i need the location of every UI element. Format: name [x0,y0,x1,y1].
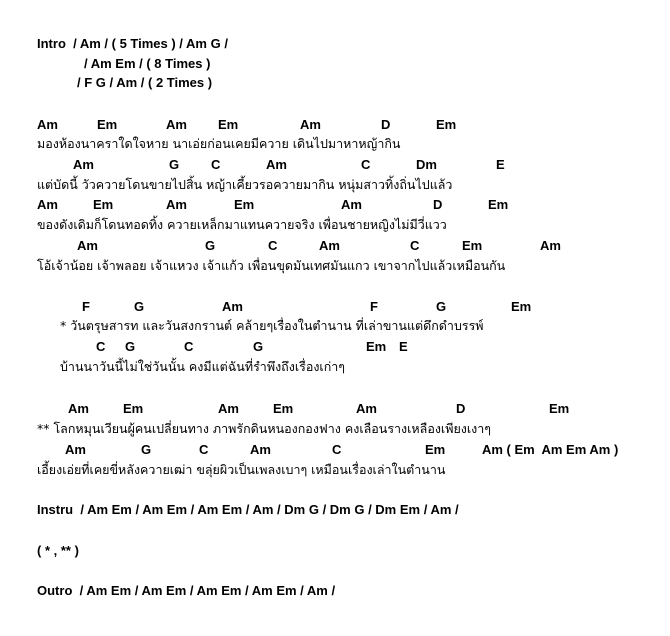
chord: Em [462,238,483,253]
chord: Dm [416,157,437,172]
chord: Em [123,401,144,416]
intro-line-1: Intro / Am / ( 5 Times ) / Am G / [37,36,228,51]
chord: D [433,197,443,212]
chord: Am [250,442,271,457]
chord: Em [549,401,570,416]
chord: Am [218,401,239,416]
chorus2-lyric-2: เอี้ยงเอ่ยที่เคยขี่หลังควายเฒ่า ขลุ่ยผิวเป็นเพลงเบาๆ เหมือนเรื่องเล่าในตำนาน [37,462,446,477]
chorus1-lyric-1: * วันตรุษสารท และวันสงกรานต์ คล้ายๆเรื่องในตำนาน ที่เล่าขานแต่ดึกดำบรรพ์ [60,318,484,333]
intro-line-2: / Am Em / ( 8 Times ) [84,56,211,71]
chord: E [496,157,505,172]
chord: Am ( Em Am Em Am ) [482,442,619,457]
chord: Em [366,339,387,354]
verse1-chord-row-1 [0,116,670,134]
chord: Am [540,238,561,253]
chord: G [253,339,264,354]
chord: G [134,299,145,314]
verse1-lyric-2: แต่บัดนี้ วัวควายโดนขายไปสิ้น หญ้าเคี้ยวรอควายมากิน หนุ่มสาวทิ้งถิ่นไปแล้ว [37,177,453,192]
verse1-chord-row-4 [0,237,670,255]
chord: Am [341,197,362,212]
verse1-chord-row-3 [0,196,670,214]
chord: C [332,442,342,457]
chord: Am [166,117,187,132]
chord: C [268,238,278,253]
chorus2-lyric-1: ** โลกหมุนเวียนผู้คนเปลี่ยนทาง ภาพรักดินหนองกองฟาง คงเลือนรางเหลืองเพียงเงาๆ [37,421,491,436]
verse1-lyric-4: โอ้เจ้าน้อย เจ้าพลอย เจ้าแหวง เจ้าแก้ว เพื่อนขุดมันเทศมันแกว เขาจากไปแล้วเหมือนกัน [37,258,506,273]
chord: Am [356,401,377,416]
chord: Am [300,117,321,132]
chord: G [125,339,136,354]
chord: F [370,299,378,314]
intro-line-3: / F G / Am / ( 2 Times ) [77,75,213,90]
chord: Am [37,117,58,132]
chord: G [169,157,180,172]
chord: Em [234,197,255,212]
chord: Am [65,442,86,457]
chord: Am [68,401,89,416]
chord: G [205,238,216,253]
chorus1-lyric-2: บ้านนาวันนี้ไม่ใช่วันนั้น คงมีแต่ฉันที่รำพึงถึงเรื่องเก่าๆ [60,359,346,374]
chord: Am [166,197,187,212]
chord: Am [73,157,94,172]
chord: Em [511,299,532,314]
outro-line: Outro / Am Em / Am Em / Am Em / Am Em / Am / [37,583,336,598]
chord: Em [488,197,509,212]
repeat-marker: ( * , ** ) [37,543,79,558]
chord: Am [77,238,98,253]
verse1-lyric-3: ของดังเดิมก็โดนทอดทิ้ง ควายเหล็กมาแทนควายจริง เพื่อนชายหญิงไม่มีวี่แวว [37,217,447,232]
verse1-chord-row-2 [0,156,670,174]
chord: Em [425,442,446,457]
chord: C [410,238,420,253]
chord: C [211,157,221,172]
chorus2-chord-row-1 [0,400,670,418]
chord: G [436,299,447,314]
chord: C [184,339,194,354]
chord: D [381,117,391,132]
chord: D [456,401,466,416]
chorus1-chord-row-1 [0,298,670,316]
chord: C [361,157,371,172]
chord: Em [273,401,294,416]
instru-line: Instru / Am Em / Am Em / Am Em / Am / Dm G / Dm G / Dm Em / Am / [37,502,459,517]
chord: E [399,339,408,354]
verse1-lyric-1: มองห้องนาคราใดใจหาย นาเอ่ยก่อนเคยมีควาย เดินไปมาหาหญ้ากิน [37,136,401,151]
chord: Em [436,117,457,132]
chord: F [82,299,90,314]
chorus1-chord-row-2 [0,338,670,356]
chord: G [141,442,152,457]
chord: Am [319,238,340,253]
chord: C [199,442,209,457]
chord: C [96,339,106,354]
chord: Em [218,117,239,132]
chord: Am [266,157,287,172]
chord: Am [37,197,58,212]
chord: Em [97,117,118,132]
chord: Em [93,197,114,212]
chorus2-chord-row-2 [0,441,670,459]
chord: Am [222,299,243,314]
